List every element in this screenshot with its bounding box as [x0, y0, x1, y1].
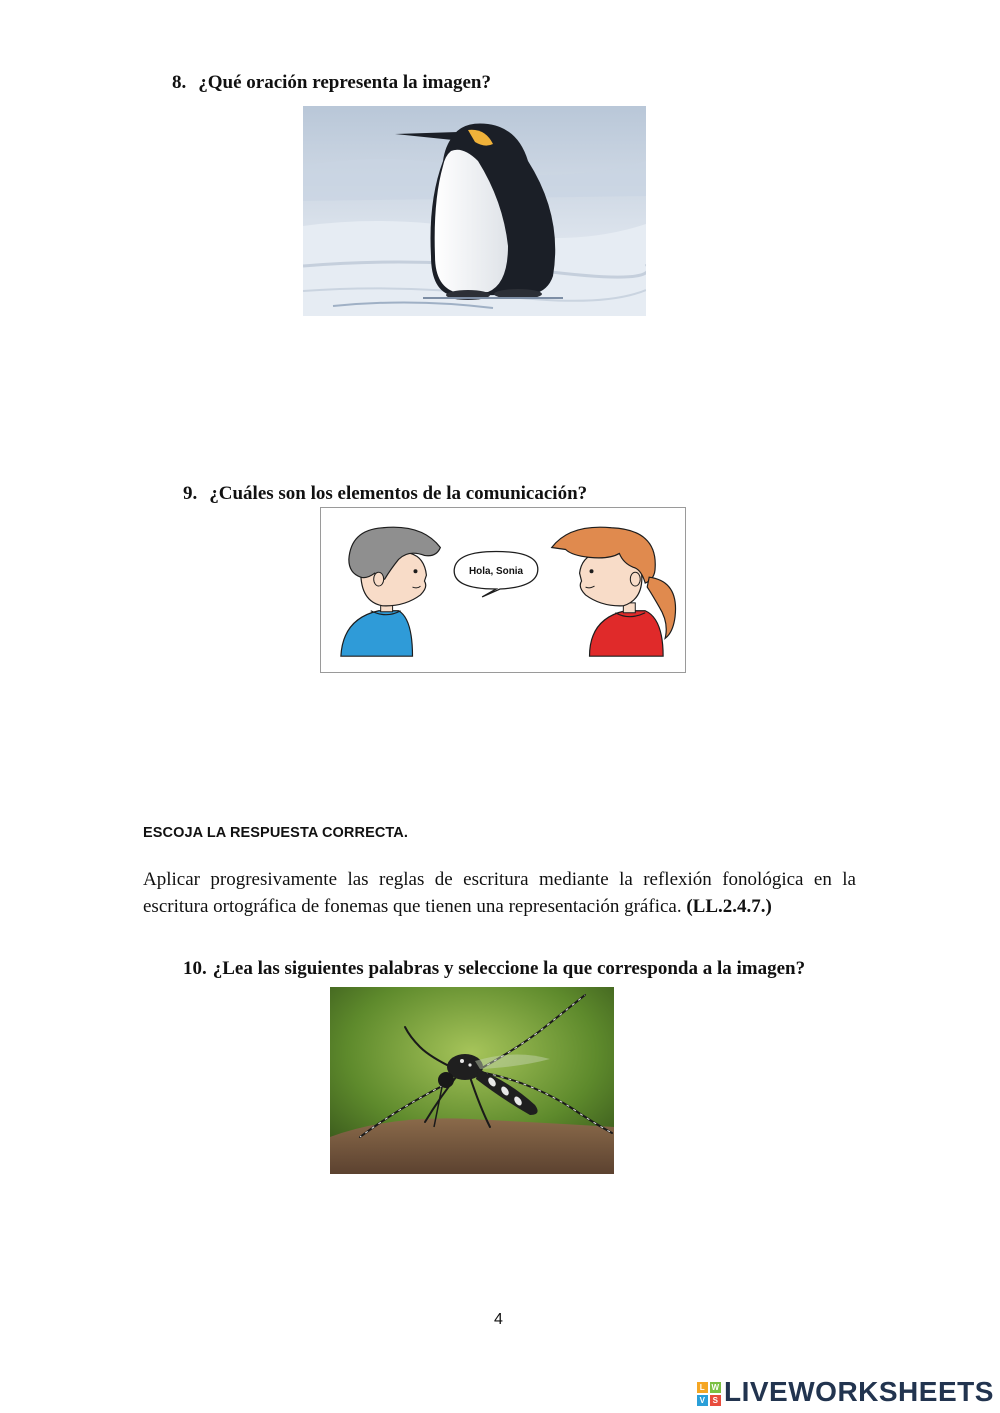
question-number: 8.	[172, 72, 187, 93]
communication-image	[320, 507, 686, 673]
instruction-text: Aplicar progresivamente las reglas de escritura mediante la reflexión fonológica en la escritura ortográfica de fonemas que tienen una representación gráfica.	[143, 869, 856, 917]
logo-tile: L	[697, 1382, 708, 1393]
instruction-paragraph	[143, 866, 856, 920]
question-8	[172, 72, 491, 94]
mosquito-image	[330, 987, 614, 1174]
logo-tile: V	[697, 1395, 708, 1406]
question-9	[183, 483, 587, 505]
question-text: ¿Lea las siguientes palabras y seleccione la que corresponda a la imagen?	[212, 958, 806, 979]
logo-tile: W	[711, 1382, 720, 1392]
question-text: ¿Cuáles son los elementos de la comunicación?	[209, 483, 588, 504]
page-number: 4	[494, 1311, 503, 1328]
question-10	[183, 958, 805, 980]
liveworksheets-brand	[697, 1376, 994, 1408]
speech-bubble-text: Hola, Sonia	[468, 566, 524, 578]
question-number: 10.	[183, 958, 207, 979]
skill-code: (LL.2.4.7.)	[686, 896, 772, 917]
liveworksheets-logo-icon	[697, 1382, 721, 1406]
section-heading: ESCOJA LA RESPUESTA CORRECTA.	[143, 825, 408, 841]
question-text: ¿Qué oración representa la imagen?	[198, 72, 491, 93]
brand-name: LIVEWORKSHEETS	[724, 1376, 994, 1407]
question-number: 9.	[183, 483, 198, 504]
logo-tile: S	[710, 1395, 721, 1406]
penguin-image	[303, 106, 646, 316]
